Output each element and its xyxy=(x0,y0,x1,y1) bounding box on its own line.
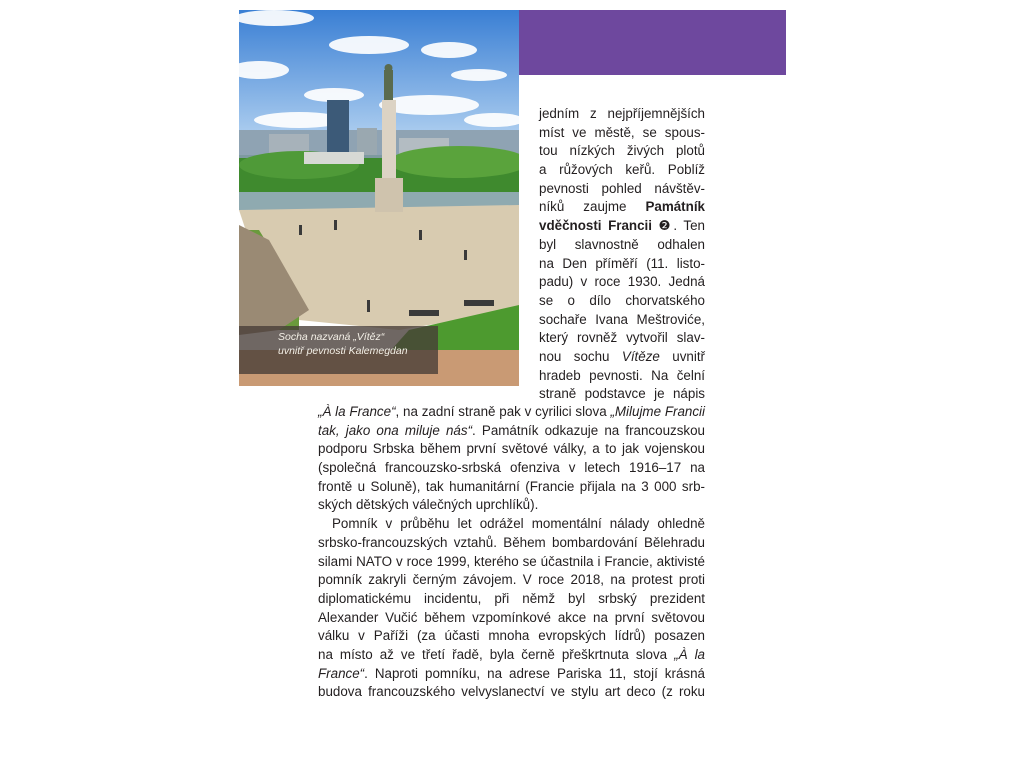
text-line: straně podstavce je nápis xyxy=(539,386,705,402)
quote: France“ xyxy=(318,665,365,681)
text-line: tou nízkých živých plotů xyxy=(539,143,705,159)
text-line: byl slavnostně odhalen xyxy=(539,236,705,252)
quote: „Milujme Francii xyxy=(610,404,705,419)
caption-line-2: uvnitř pevnosti Kalemegdan xyxy=(278,345,408,357)
photo-caption xyxy=(239,326,438,374)
text-fragment: . Památník odkazuje na francouzskou xyxy=(472,422,705,438)
text-line xyxy=(539,198,705,217)
wide-column-text xyxy=(318,403,705,702)
narrow-column-text xyxy=(539,105,705,404)
text-fragment: níků zaujme xyxy=(539,199,646,215)
caption-line-1: Socha nazvaná „Vítěz“ xyxy=(278,331,385,343)
photo-victor-monument xyxy=(239,10,519,386)
text-line: (společná francouzsko-srbská ofenziva v letech 1916–17 na xyxy=(318,460,705,476)
text-line: válku v Paříži (za účasti mnoha evropských lídrů) posazen xyxy=(318,628,705,644)
quote: „À la xyxy=(674,646,705,662)
text-line: na Den příměří (11. listo- xyxy=(539,255,705,271)
text-line: diplomatickému incidentu, při němž byl srbský prezident xyxy=(318,590,705,606)
text-line: pomník zakryli černým závojem. V roce 2018, na protest proti xyxy=(318,572,705,588)
text-fragment: , na zadní straně pak v cyrilici slova xyxy=(395,404,611,419)
text-line xyxy=(318,646,705,665)
text-line: míst ve městě, se spous- xyxy=(539,124,705,140)
text-line: frontě u Soluně), tak humanitární (Francie přijala na 3 000 srb- xyxy=(318,478,705,494)
text-fragment: na místo až ve třetí řadě, byla černě přeškrtnuta slova xyxy=(318,646,675,662)
text-line: budova francouzského velvyslanectví ve stylu art deco (z roku xyxy=(318,684,705,700)
text-line: jedním z nejpříjemnějších xyxy=(539,106,705,121)
text-line: Alexander Vučić během vzpomínkové akce na první světovou xyxy=(318,609,705,625)
monument-name: vděčnosti Francii xyxy=(539,218,652,234)
text-line xyxy=(318,422,705,441)
monument-name: Památník xyxy=(645,199,705,215)
text-line: podporu Srbska během první světové války, a to jak vojenskou xyxy=(318,441,705,457)
text-fragment: ❷. Ten xyxy=(651,218,705,234)
text-line: se o dílo chorvatského xyxy=(539,292,705,308)
text-line: padu) v roce 1930. Jedná xyxy=(539,274,705,290)
text-line: hradeb pevnosti. Na čelní xyxy=(539,367,705,383)
accent-bar xyxy=(519,10,786,75)
quote: tak, jako ona miluje nás“ xyxy=(318,422,473,438)
text-line: který rovněž vytvořil slav- xyxy=(539,330,705,346)
text-line xyxy=(539,217,705,236)
text-line: a růžových keřů. Poblíž xyxy=(539,162,705,178)
statue-name: Vítěze xyxy=(621,348,660,364)
text-line: Pomník v průběhu let odrážel momentální nálady ohledně xyxy=(332,516,705,532)
text-line: pevnosti pohled návštěv- xyxy=(539,180,705,196)
text-line: sochaře Ivana Meštroviće, xyxy=(539,311,705,327)
text-fragment: nou sochu xyxy=(539,348,622,364)
quote: „À la France“ xyxy=(318,404,396,419)
text-line xyxy=(318,665,705,684)
text-line xyxy=(539,348,705,367)
text-fragment: . Naproti pomníku, na adrese Pariska 11, stojí krásná xyxy=(364,665,705,681)
text-line: silami NATO v roce 1999, kterého se účastnila i Francie, aktivisté xyxy=(318,553,705,569)
text-line: srbsko-francouzských vztahů. Během bombardování Bělehradu xyxy=(318,534,705,550)
text-fragment: uvnitř xyxy=(659,348,706,364)
text-line: ských dětských válečných uprchlíků). xyxy=(318,497,539,513)
text-line xyxy=(318,403,705,422)
